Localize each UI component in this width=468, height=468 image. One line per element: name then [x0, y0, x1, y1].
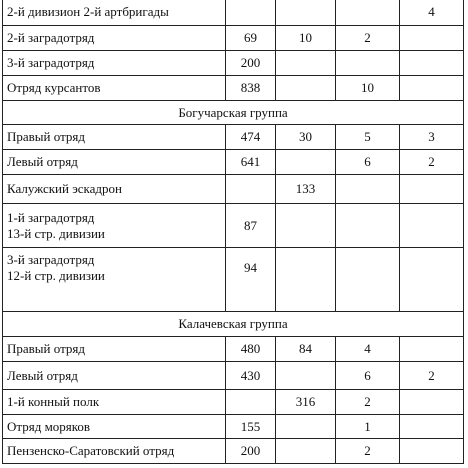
value-col-4: 4	[400, 0, 464, 26]
value-col-1: 474	[226, 125, 276, 150]
value-col-3: 6	[336, 150, 400, 175]
value-col-3	[336, 51, 400, 76]
value-col-2	[276, 439, 336, 464]
unit-name: Левый отряд	[3, 150, 226, 175]
value-col-2: 84	[276, 337, 336, 362]
table-row	[3, 76, 464, 101]
value-col-4: 2	[400, 362, 464, 390]
units-table-body	[3, 0, 464, 464]
value-col-4: 2	[400, 150, 464, 175]
unit-name-line-1: 3-й заградотряд	[7, 252, 95, 267]
value-col-3	[336, 175, 400, 204]
group-header-row	[3, 101, 464, 125]
table-row	[3, 26, 464, 51]
value-col-2	[276, 0, 336, 26]
value-col-1: 200	[226, 439, 276, 464]
group-title: Калачевская группа	[3, 312, 464, 337]
unit-name	[3, 204, 226, 248]
unit-name-line-2: 12-й стр. дивизии	[7, 268, 105, 283]
value-col-1: 94	[226, 248, 276, 312]
value-col-4	[400, 26, 464, 51]
value-col-2: 133	[276, 175, 336, 204]
value-col-3: 4	[336, 337, 400, 362]
value-col-3: 6	[336, 362, 400, 390]
table-row	[3, 439, 464, 464]
unit-name: Пензенско-Саратовский отряд	[3, 439, 226, 464]
value-col-4	[400, 415, 464, 439]
unit-name: 3-й заградотряд	[3, 51, 226, 76]
value-col-2	[276, 51, 336, 76]
value-col-2: 10	[276, 26, 336, 51]
value-col-4	[400, 204, 464, 248]
value-col-4	[400, 337, 464, 362]
value-col-1: 430	[226, 362, 276, 390]
value-col-2	[276, 415, 336, 439]
value-col-1: 641	[226, 150, 276, 175]
value-col-3	[336, 248, 400, 312]
group-title: Богучарская группа	[3, 101, 464, 125]
value-col-4	[400, 51, 464, 76]
value-col-1: 480	[226, 337, 276, 362]
table-row	[3, 415, 464, 439]
unit-name: Отряд курсантов	[3, 76, 226, 101]
value-col-1	[226, 390, 276, 415]
table-row	[3, 51, 464, 76]
value-col-3	[336, 0, 400, 26]
value-col-2: 316	[276, 390, 336, 415]
unit-name-line-2: 13-й стр. дивизии	[7, 225, 105, 241]
value-col-4	[400, 390, 464, 415]
value-col-1: 69	[226, 26, 276, 51]
value-col-4: 3	[400, 125, 464, 150]
value-col-3: 2	[336, 26, 400, 51]
value-col-3: 5	[336, 125, 400, 150]
value-col-1: 87	[226, 204, 276, 248]
value-col-4	[400, 76, 464, 101]
value-col-2: 30	[276, 125, 336, 150]
table-row	[3, 248, 464, 312]
value-col-3: 1	[336, 415, 400, 439]
value-col-3	[336, 204, 400, 248]
unit-name: Левый отряд	[3, 362, 226, 390]
value-col-1: 838	[226, 76, 276, 101]
value-col-2	[276, 248, 336, 312]
table-row	[3, 390, 464, 415]
table-row	[3, 175, 464, 204]
value-col-2	[276, 204, 336, 248]
table-row	[3, 125, 464, 150]
value-col-1	[226, 175, 276, 204]
value-col-1	[226, 0, 276, 26]
value-col-1: 155	[226, 415, 276, 439]
table-row	[3, 337, 464, 362]
unit-name: Калужский эскадрон	[3, 175, 226, 204]
table-row	[3, 362, 464, 390]
unit-name-line-1: 1-й заградотряд	[7, 209, 95, 225]
value-col-3: 10	[336, 76, 400, 101]
unit-name	[3, 248, 226, 312]
value-col-4	[400, 248, 464, 312]
table-row	[3, 204, 464, 248]
value-col-2	[276, 362, 336, 390]
value-col-2	[276, 150, 336, 175]
value-col-3: 2	[336, 439, 400, 464]
value-col-4	[400, 439, 464, 464]
unit-name: Правый отряд	[3, 337, 226, 362]
units-table	[2, 0, 464, 464]
table-row	[3, 0, 464, 26]
unit-name: 2-й заградотряд	[3, 26, 226, 51]
value-col-3: 2	[336, 390, 400, 415]
value-col-1: 200	[226, 51, 276, 76]
unit-name: Отряд моряков	[3, 415, 226, 439]
value-col-2	[276, 76, 336, 101]
unit-name: 1-й конный полк	[3, 390, 226, 415]
table-row	[3, 150, 464, 175]
group-header-row	[3, 312, 464, 337]
value-col-4	[400, 175, 464, 204]
unit-name: Правый отряд	[3, 125, 226, 150]
unit-name: 2-й дивизион 2-й артбригады	[3, 0, 226, 26]
